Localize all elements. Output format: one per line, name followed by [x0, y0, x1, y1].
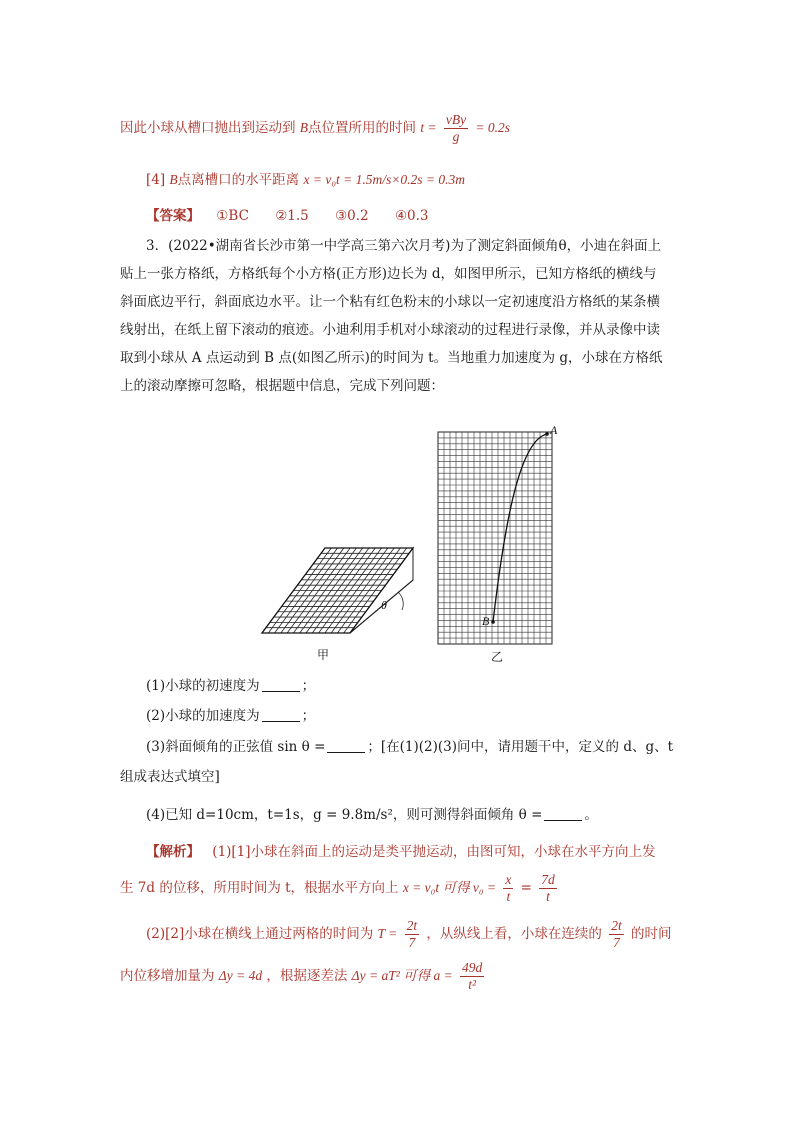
analysis-line-4: 内位移增加量为 Δy = 4d ，根据逐差法 Δy = aT² 可得 a = $\frac{49d}{\text{t²}}$	[120, 960, 483, 992]
fraction-x-t: $\frac{x}{t}$	[505, 872, 512, 904]
answer-blank-1[interactable]	[262, 677, 300, 692]
sub-question-4: (4)已知 d=10cm，t=1s，g = 9.8m/s²，则可测得斜面倾角 θ = 。	[146, 807, 598, 823]
question-3-line-2: 贴上一张方格纸，方格纸每个小方格(正方形)边长为 d，如图甲所示，已知方格纸的横线与	[120, 266, 657, 282]
analysis-line-1: 【解析】 (1)[1]小球在斜面上的运动是类平抛运动，由图可知，小球在水平方向上发	[146, 844, 656, 860]
question-3-line-6: 上的滚动摩擦可忽略，根据题中信息，完成下列问题：	[120, 378, 444, 394]
answer-line: 【答案】 ①BC ②1.5 ③0.2 ④0.3	[146, 208, 429, 224]
label-yi: 乙	[491, 650, 504, 664]
fraction-vby-g: $\frac{\text{vBy}}{g}$	[445, 112, 467, 144]
fraction-2t-7: $\frac{2t}{7}$	[406, 918, 418, 950]
label-jia: 甲	[317, 648, 330, 662]
question-3-line-1: 3．(2022•湖南省长沙市第一中学高三第六次月考)为了测定斜面倾角θ，小迪在斜面上	[146, 238, 662, 254]
analysis-line-3: (2)[2]小球在横线上通过两格的时间为 T = $\frac{2t}{7}$ ，从纵线上看，小球在连续的 $\frac{2t}{7}$ 的时间	[146, 918, 672, 950]
question-3-line-3: 斜面底边平行，斜面底边水平。让一个粘有红色粉末的小球以一定初速度沿方格纸的某条横	[120, 294, 660, 310]
question-3-line-4: 线射出，在纸上留下滚动的痕迹。小迪利用手机对小球滚动的过程进行录像，并从录像中读	[120, 322, 660, 338]
question-3-line-5: 取到小球从 A 点运动到 B 点(如图乙所示)的时间为 t。当地重力加速度为 g，小球在方格纸	[120, 350, 663, 366]
answer-blank-3[interactable]	[327, 738, 365, 753]
sub-question-3: (3)斜面倾角的正弦值 sin θ = ；[在(1)(2)(3)问中，请用题干中，定义的 d、g、t	[146, 739, 674, 755]
figure-incline-and-grid	[0, 400, 794, 670]
answer-blank-4[interactable]	[544, 806, 582, 821]
fraction-49d-t2: $\frac{49d}{\text{t²}}$	[462, 960, 483, 992]
sub-question-1: (1)小球的初速度为 ；	[146, 678, 316, 694]
analysis-line-2: 生 7d 的位移，所用时间为 t，根据水平方向上 x = v₀t 可得 v₀ = $\frac{x}{t}$ = $\frac{7d}{t}$	[120, 872, 555, 904]
label-theta: θ	[381, 598, 387, 612]
sub-question-3-cont: 组成表达式填空]	[120, 769, 220, 785]
incline-diagram-jia	[262, 548, 413, 633]
label-point-a: A	[550, 423, 558, 437]
answer-blank-2[interactable]	[262, 707, 300, 722]
solution-line-time: 因此小球从槽口抛出到运动到 B点位置所用的时间 t = $\frac{\text{vBy}}{g}$ = 0.2s	[120, 112, 511, 144]
sub-question-2: (2)小球的加速度为 ；	[146, 708, 316, 724]
fraction-7d-t: $\frac{7d}{t}$	[541, 872, 555, 904]
grid-paper-diagram-yi	[438, 432, 552, 644]
label-point-b: B	[482, 614, 490, 628]
fraction-2t-7-b: $\frac{2t}{7}$	[611, 918, 622, 950]
solution-line-distance: [4] B点离槽口的水平距离 x = v₀t = 1.5m/s×0.2s = 0.3m	[146, 172, 465, 188]
